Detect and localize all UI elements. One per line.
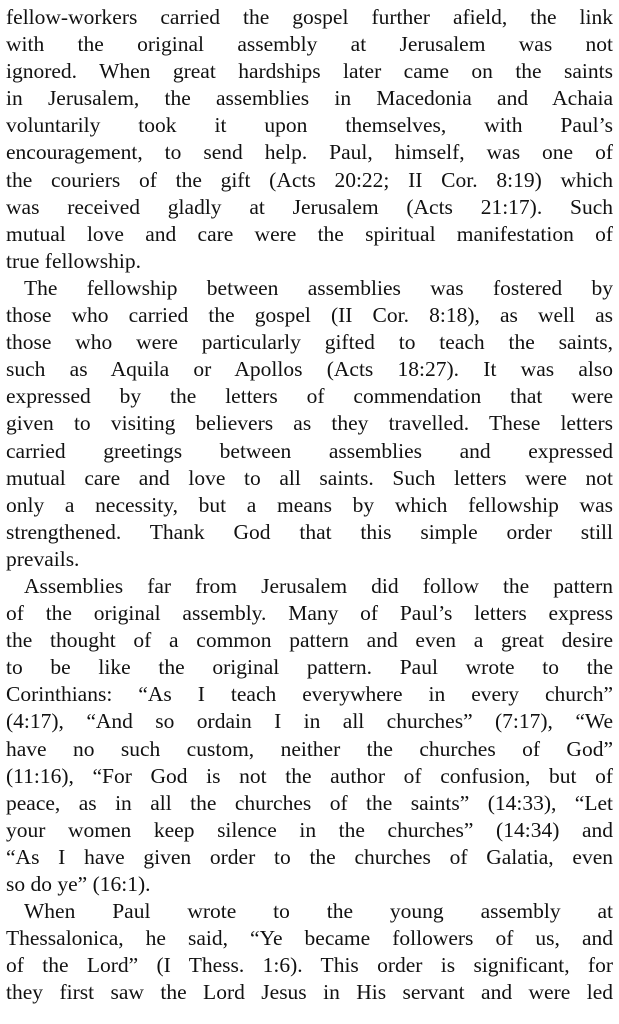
text-line: peace, as in all the churches of the saints” (14:33), “Let bbox=[6, 790, 613, 815]
paragraph bbox=[6, 275, 613, 573]
paragraph bbox=[6, 898, 613, 1006]
text-line: those who were particularly gifted to teach the saints, bbox=[6, 330, 613, 355]
text-line: prevails. bbox=[6, 546, 80, 571]
text-line: mutual care and love to all saints. Such letters were not bbox=[6, 465, 613, 490]
text-line: they first saw the Lord Jesus in His servant and were led bbox=[6, 980, 613, 1005]
text-line: (4:17), “And so ordain I in all churches” (7:17), “We bbox=[6, 709, 613, 734]
text-line: of the original assembly. Many of Paul’s letters express bbox=[6, 601, 613, 626]
text-line: mutual love and care were the spiritual manifestation of bbox=[6, 221, 613, 246]
text-line: so do ye” (16:1). bbox=[6, 872, 151, 896]
text-line: voluntarily took it upon themselves, with Paul’s bbox=[6, 113, 613, 138]
text-line: (11:16), “For God is not the author of confusion, but of bbox=[6, 763, 613, 788]
text-line: The fellowship between assemblies was fostered by bbox=[24, 275, 613, 300]
text-line: fellow-workers carried the gospel further afield, the link bbox=[6, 5, 613, 29]
text-line: Assemblies far from Jerusalem did follow the pattern bbox=[24, 573, 613, 598]
text-line: expressed by the letters of commendation that were bbox=[6, 384, 613, 409]
text-line: given to visiting believers as they travelled. These letters bbox=[6, 411, 613, 436]
text-line: encouragement, to send help. Paul, himself, was one of bbox=[6, 140, 613, 165]
text-line: strengthened. Thank God that this simple order still bbox=[6, 519, 613, 544]
text-line: the couriers of the gift (Acts 20:22; II Cor. 8:19) which bbox=[6, 167, 613, 192]
text-line: Thessalonica, he said, “Ye became followers of us, and bbox=[6, 926, 613, 951]
text-line: those who carried the gospel (II Cor. 8:18), as well as bbox=[6, 303, 613, 328]
text-line: with the original assembly at Jerusalem was not bbox=[6, 32, 613, 57]
paragraph bbox=[6, 4, 613, 275]
text-line: was received gladly at Jerusalem (Acts 21:17). Such bbox=[6, 194, 613, 219]
document-page bbox=[6, 4, 613, 1006]
text-line: the thought of a common pattern and even a great desire bbox=[6, 628, 613, 653]
text-line: your women keep silence in the churches” (14:34) and bbox=[6, 817, 613, 842]
text-line: have no such custom, neither the churches of God” bbox=[6, 736, 613, 761]
text-line: true fellowship. bbox=[6, 248, 141, 273]
text-line: When Paul wrote to the young assembly at bbox=[24, 899, 613, 924]
text-line: such as Aquila or Apollos (Acts 18:27). It was also bbox=[6, 357, 613, 382]
paragraph bbox=[6, 573, 613, 898]
text-line: Corinthians: “As I teach everywhere in every church” bbox=[6, 682, 613, 707]
text-line: only a necessity, but a means by which fellowship was bbox=[6, 492, 613, 517]
text-line: carried greetings between assemblies and expressed bbox=[6, 438, 613, 463]
text-line: of the Lord” (I Thess. 1:6). This order is significant, for bbox=[6, 953, 613, 978]
text-line: to be like the original pattern. Paul wrote to the bbox=[6, 655, 613, 680]
text-line: ignored. When great hardships later came on the saints bbox=[6, 59, 613, 84]
text-line: “As I have given order to the churches of Galatia, even bbox=[6, 844, 613, 869]
text-line: in Jerusalem, the assemblies in Macedonia and Achaia bbox=[6, 86, 613, 111]
